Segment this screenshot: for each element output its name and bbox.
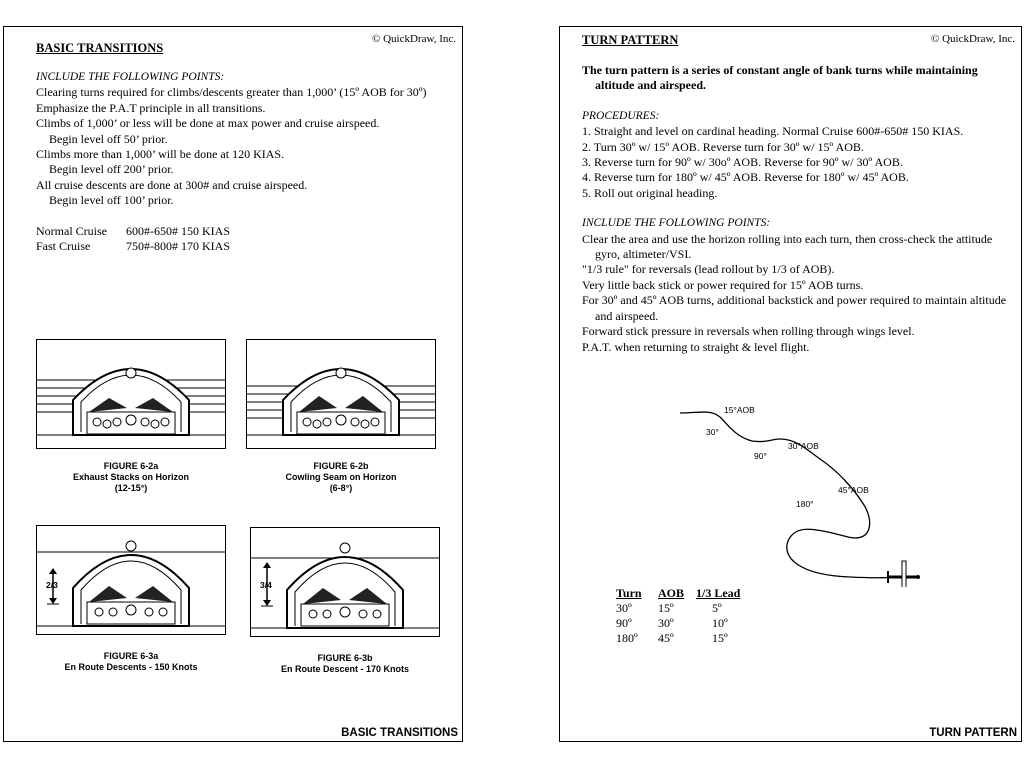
label-45-aob: 45°AOB <box>838 485 869 495</box>
procedure-step: 5. Roll out original heading. <box>582 185 718 200</box>
turn-pattern-text <box>582 63 1012 355</box>
figure-description: (6-8°) <box>329 483 353 493</box>
speed-name: Fast Cruise <box>36 239 91 254</box>
page-footer: TURN PATTERN <box>929 727 1017 739</box>
procedure-step: 1. Straight and level on cardinal heading. Normal Cruise 600#-650# 150 KIAS. <box>582 124 964 139</box>
figure-description: En Route Descents - 150 Knots <box>64 662 198 672</box>
table-cell: 15º <box>658 601 674 615</box>
point-line: Forward stick pressure in reversals when rolling through wings level. <box>582 324 915 339</box>
figure-6-3b-image <box>250 527 440 637</box>
turn-pattern-page <box>559 26 1022 742</box>
point-subline: Begin level off 50’ prior. <box>49 131 168 146</box>
procedure-step: 2. Turn 30º w/ 15º AOB. Reverse turn for 30º w/ 15º AOB. <box>582 139 864 154</box>
page-footer: BASIC TRANSITIONS <box>341 727 458 739</box>
figure-6-2b-image <box>246 339 436 449</box>
figure-6-3b-caption <box>250 653 440 675</box>
table-cell: 45º <box>658 631 674 645</box>
transitions-text <box>36 70 461 254</box>
figure-description: Exhaust Stacks on Horizon <box>72 472 190 482</box>
label-30-turn: 30° <box>706 427 719 437</box>
lead-table <box>616 586 744 646</box>
figure-label: FIGURE 6-2b <box>313 461 369 471</box>
point-line: P.A.T. when returning to straight & level flight. <box>582 339 810 354</box>
page-title: BASIC TRANSITIONS <box>36 41 164 55</box>
turn-pattern-diagram <box>670 397 930 587</box>
speed-row <box>36 224 230 239</box>
table-row <box>616 616 744 631</box>
point-subline: Begin level off 100’ prior. <box>49 193 174 208</box>
point-line: Emphasize the P.A.T principle in all transitions. <box>36 100 266 115</box>
intro-text: The turn pattern is a series of constant angle of bank turns while maintaining altitude and airspeed. <box>582 63 978 93</box>
figure-description: En Route Descent - 170 Knots <box>280 664 410 674</box>
points-heading: INCLUDE THE FOLLOWING POINTS: <box>582 217 771 230</box>
speed-name: Normal Cruise <box>36 223 107 238</box>
figure-6-2a-image <box>36 339 226 449</box>
column-header: AOB <box>658 586 685 600</box>
figure-6-3a-caption <box>36 651 226 673</box>
procedures-heading: PROCEDURES: <box>582 109 660 122</box>
speed-value: 750#-800# 170 KIAS <box>126 239 230 254</box>
figure-side-label: 2/3 <box>46 580 58 590</box>
table-cell: 15º <box>712 631 728 645</box>
figure-6-2b-caption <box>246 461 436 494</box>
table-cell: 10º <box>712 616 728 630</box>
figure-label: FIGURE 6-2a <box>103 461 159 471</box>
figure-description: (12-15°) <box>114 483 148 493</box>
table-cell: 180º <box>616 631 638 645</box>
label-30-aob: 30°AOB <box>788 441 819 451</box>
points-heading: INCLUDE THE FOLLOWING POINTS: <box>36 71 225 83</box>
point-line: Climbs of 1,000’ or less will be done at max power and cruise airspeed. <box>36 116 380 131</box>
point-line: "1/3 rule" for reversals (lead rollout by 1/3 of AOB). <box>582 262 835 277</box>
point-line: Clearing turns required for climbs/descents greater than 1,000’ (15º AOB for 30º) <box>36 85 427 100</box>
page-title: TURN PATTERN <box>582 33 679 47</box>
figure-label: FIGURE 6-3b <box>317 653 373 663</box>
speed-row <box>36 239 230 254</box>
figure-6-3a-image <box>36 525 226 635</box>
lead-table-header <box>616 586 744 601</box>
procedure-step: 4. Reverse turn for 180º w/ 45º AOB. Reverse for 180º w/ 45º AOB. <box>582 170 909 185</box>
point-line: Clear the area and use the horizon rolling into each turn, then cross-check the attitude gyro, altimeter/VSI. <box>582 231 993 262</box>
point-subline: Begin level off 200’ prior. <box>49 162 174 177</box>
cruise-speeds-table <box>36 224 230 255</box>
column-header: Turn <box>616 586 642 600</box>
point-line: Very little back stick or power required for 15º AOB turns. <box>582 277 864 292</box>
label-90-turn: 90° <box>754 451 767 461</box>
table-cell: 5º <box>712 601 722 615</box>
point-line: All cruise descents are done at 300# and cruise airspeed. <box>36 177 308 192</box>
label-15-aob: 15°AOB <box>724 405 755 415</box>
table-cell: 30º <box>616 601 632 615</box>
copyright-notice: © QuickDraw, Inc. <box>371 33 456 45</box>
figure-label: FIGURE 6-3a <box>103 651 159 661</box>
point-line: For 30º and 45º AOB turns, additional backstick and power required to maintain altitude and airspeed. <box>582 293 1007 323</box>
table-cell: 90º <box>616 616 632 630</box>
column-header: 1/3 Lead <box>696 586 741 600</box>
point-line: Climbs more than 1,000’ will be done at 120 KIAS. <box>36 147 285 162</box>
figure-6-2a-caption <box>36 461 226 494</box>
copyright-notice: © QuickDraw, Inc. <box>930 33 1015 45</box>
procedure-step: 3. Reverse turn for 90º w/ 30oº AOB. Reverse for 90º w/ 30º AOB. <box>582 155 903 170</box>
table-cell: 30º <box>658 616 674 630</box>
table-row <box>616 631 744 646</box>
figure-description: Cowling Seam on Horizon <box>285 472 397 482</box>
label-180-turn: 180° <box>796 499 814 509</box>
figure-side-label: 3/4 <box>260 580 272 590</box>
table-row <box>616 601 744 616</box>
speed-value: 600#-650# 150 KIAS <box>126 223 230 238</box>
basic-transitions-page <box>3 26 463 742</box>
airplane-icon <box>887 561 920 587</box>
